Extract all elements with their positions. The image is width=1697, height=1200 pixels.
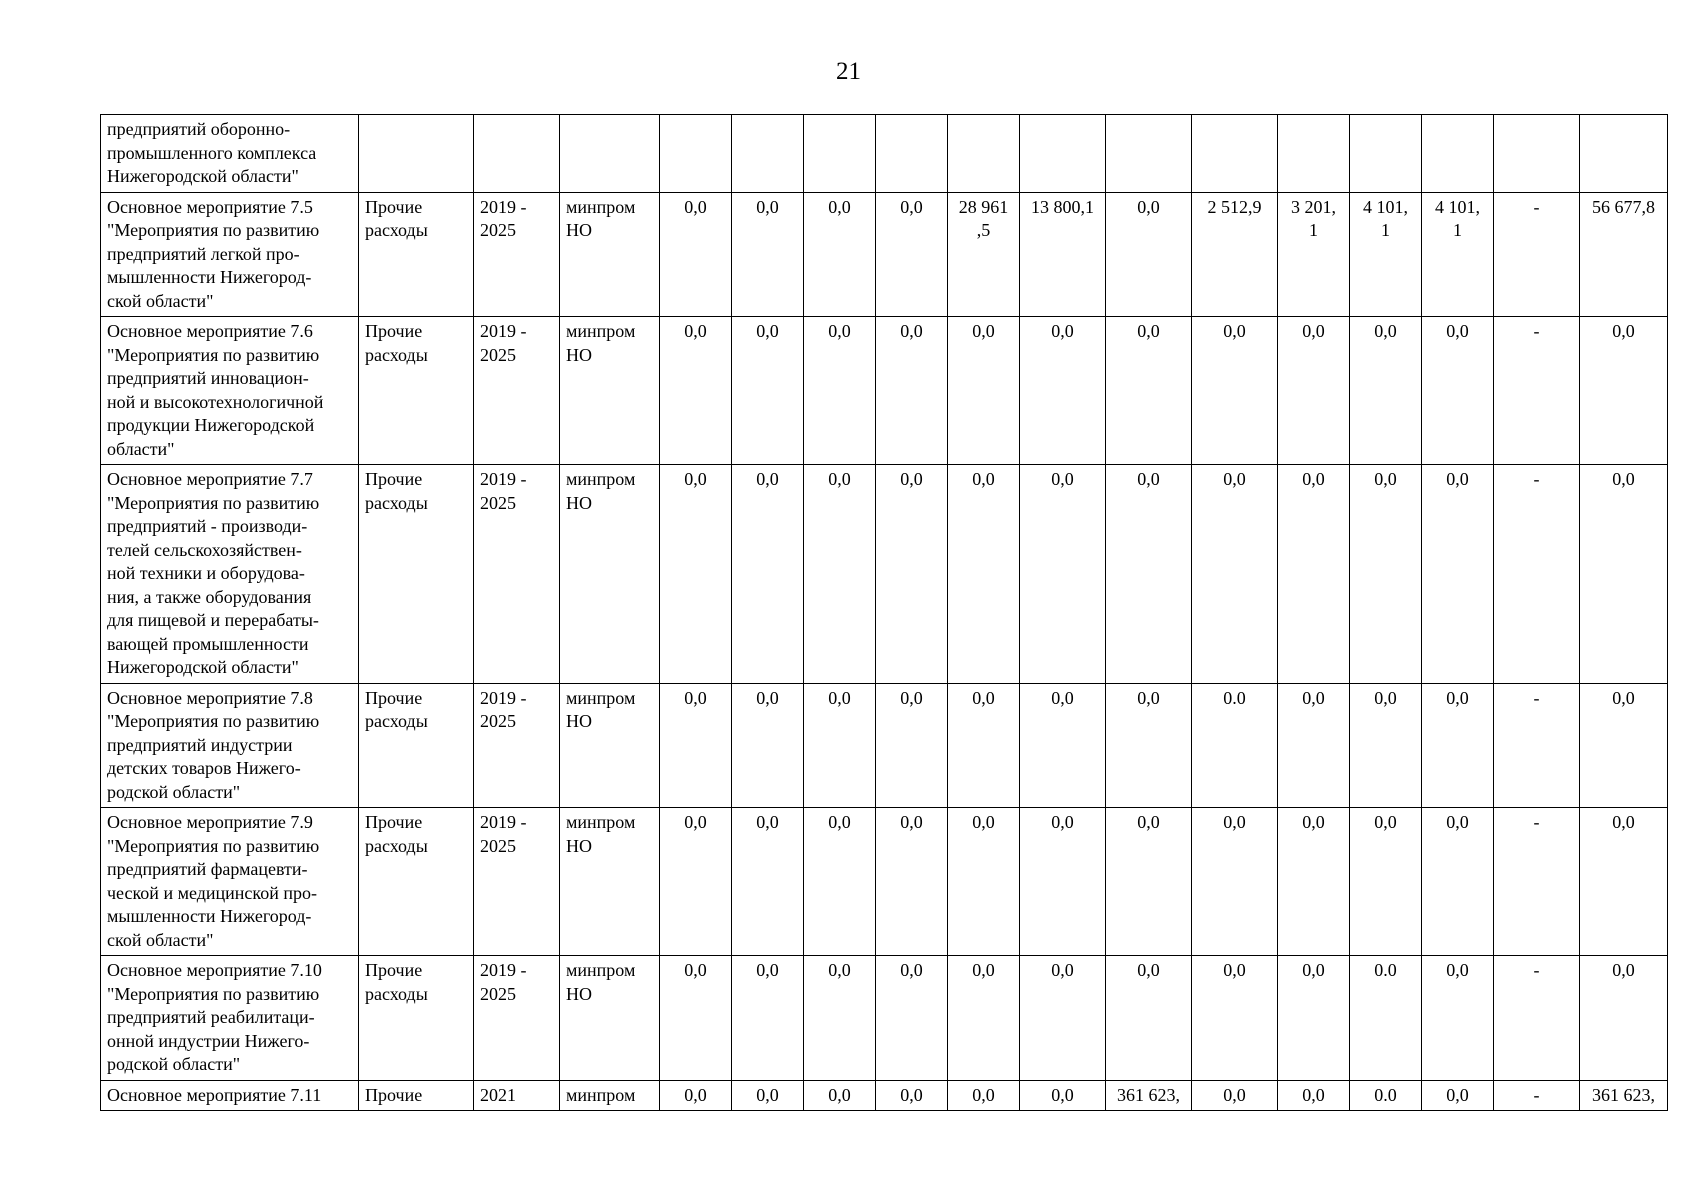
value-cell: 0,0: [1580, 317, 1668, 465]
value-cell: 0,0: [1192, 1080, 1278, 1111]
table-row: [101, 1080, 1668, 1111]
expense-type-cell: Прочие расходы: [359, 465, 474, 684]
value-cell: 0,0: [1580, 956, 1668, 1081]
value-cell: 0,0: [1278, 683, 1350, 808]
value-cell: 0,0: [732, 1080, 804, 1111]
executor-cell: минпром НО: [560, 192, 660, 317]
period-cell: [474, 115, 560, 193]
value-cell: 0,0: [804, 956, 876, 1081]
value-cell: 0,0: [1020, 683, 1106, 808]
value-cell: 361 623,: [1106, 1080, 1192, 1111]
value-cell: 0,0: [1192, 317, 1278, 465]
table-row: [101, 465, 1668, 684]
expense-type-cell: Прочие: [359, 1080, 474, 1111]
value-cell: 0,0: [732, 808, 804, 956]
value-cell: 0,0: [1278, 808, 1350, 956]
value-cell: 0,0: [1020, 1080, 1106, 1111]
value-cell: 0,0: [660, 1080, 732, 1111]
expense-type-cell: Прочие расходы: [359, 317, 474, 465]
value-cell: 0,0: [1422, 956, 1494, 1081]
value-cell: 0,0: [1106, 808, 1192, 956]
value-cell: 0,0: [876, 683, 948, 808]
value-cell: [804, 115, 876, 193]
value-cell: 0,0: [876, 1080, 948, 1111]
period-cell: 2019 - 2025: [474, 956, 560, 1081]
value-cell: -: [1494, 465, 1580, 684]
value-cell: 0,0: [876, 465, 948, 684]
value-cell: 0,0: [1422, 465, 1494, 684]
executor-cell: минпром НО: [560, 317, 660, 465]
value-cell: 0,0: [948, 465, 1020, 684]
value-cell: 0,0: [1020, 808, 1106, 956]
value-cell: [1020, 115, 1106, 193]
executor-cell: минпром НО: [560, 465, 660, 684]
activity-name-cell: Основное мероприятие 7.11: [101, 1080, 359, 1111]
value-cell: 0,0: [660, 956, 732, 1081]
value-cell: 361 623,: [1580, 1080, 1668, 1111]
value-cell: 0,0: [1278, 465, 1350, 684]
value-cell: -: [1494, 1080, 1580, 1111]
expense-type-cell: Прочие расходы: [359, 192, 474, 317]
value-cell: 0,0: [1580, 808, 1668, 956]
value-cell: 0,0: [948, 317, 1020, 465]
executor-cell: минпром НО: [560, 683, 660, 808]
value-cell: 0,0: [876, 808, 948, 956]
value-cell: 0,0: [948, 956, 1020, 1081]
value-cell: 0,0: [732, 683, 804, 808]
value-cell: 0,0: [1020, 465, 1106, 684]
value-cell: 0,0: [732, 465, 804, 684]
value-cell: 0,0: [1106, 192, 1192, 317]
table-row: [101, 808, 1668, 956]
value-cell: 0,0: [804, 192, 876, 317]
period-cell: 2019 - 2025: [474, 192, 560, 317]
table-row: [101, 317, 1668, 465]
value-cell: 0,0: [732, 956, 804, 1081]
table-body: [101, 115, 1668, 1111]
value-cell: 0,0: [804, 317, 876, 465]
expense-type-cell: [359, 115, 474, 193]
value-cell: 0,0: [1192, 808, 1278, 956]
value-cell: 0,0: [804, 465, 876, 684]
value-cell: 0,0: [1106, 317, 1192, 465]
period-cell: 2019 - 2025: [474, 317, 560, 465]
page-number: 21: [836, 58, 861, 85]
value-cell: 0,0: [660, 808, 732, 956]
table-row: [101, 956, 1668, 1081]
table-row: [101, 115, 1668, 193]
value-cell: 0,0: [1422, 808, 1494, 956]
value-cell: 0,0: [1580, 465, 1668, 684]
value-cell: 0,0: [1350, 317, 1422, 465]
value-cell: 0.0: [1350, 1080, 1422, 1111]
value-cell: 0,0: [1422, 1080, 1494, 1111]
expense-type-cell: Прочие расходы: [359, 683, 474, 808]
period-cell: 2021: [474, 1080, 560, 1111]
value-cell: 0,0: [1278, 956, 1350, 1081]
period-cell: 2019 - 2025: [474, 808, 560, 956]
table-row: [101, 683, 1668, 808]
value-cell: 0,0: [1350, 465, 1422, 684]
value-cell: 3 201, 1: [1278, 192, 1350, 317]
value-cell: 0,0: [1580, 683, 1668, 808]
period-cell: 2019 - 2025: [474, 683, 560, 808]
value-cell: 4 101, 1: [1422, 192, 1494, 317]
activity-name-cell: Основное мероприятие 7.9 "Мероприятия по развитию предприятий фармацевти- ческой и медицинской про- мышленности Нижегород- ской области": [101, 808, 359, 956]
value-cell: 0,0: [660, 683, 732, 808]
value-cell: 0,0: [1278, 1080, 1350, 1111]
value-cell: [1350, 115, 1422, 193]
value-cell: 0,0: [660, 192, 732, 317]
value-cell: 0,0: [1422, 317, 1494, 465]
value-cell: 0,0: [1192, 956, 1278, 1081]
value-cell: [1106, 115, 1192, 193]
value-cell: 0,0: [804, 808, 876, 956]
value-cell: [1580, 115, 1668, 193]
value-cell: 0.0: [1192, 683, 1278, 808]
value-cell: 13 800,1: [1020, 192, 1106, 317]
value-cell: [1422, 115, 1494, 193]
value-cell: 0,0: [876, 192, 948, 317]
budget-table: [100, 114, 1668, 1111]
value-cell: 0,0: [732, 192, 804, 317]
value-cell: 0,0: [1106, 465, 1192, 684]
activity-name-cell: Основное мероприятие 7.8 "Мероприятия по развитию предприятий индустрии детских товаров Нижего- родской области": [101, 683, 359, 808]
value-cell: -: [1494, 192, 1580, 317]
expense-type-cell: Прочие расходы: [359, 956, 474, 1081]
value-cell: 0,0: [948, 1080, 1020, 1111]
value-cell: 0.0: [1350, 956, 1422, 1081]
executor-cell: минпром НО: [560, 808, 660, 956]
value-cell: 0,0: [660, 465, 732, 684]
value-cell: 0,0: [1422, 683, 1494, 808]
expense-type-cell: Прочие расходы: [359, 808, 474, 956]
value-cell: 0,0: [732, 317, 804, 465]
period-cell: 2019 - 2025: [474, 465, 560, 684]
value-cell: 0,0: [948, 683, 1020, 808]
value-cell: 0,0: [1192, 465, 1278, 684]
activity-name-cell: Основное мероприятие 7.7 "Мероприятия по развитию предприятий - производи- телей сельскохозяйствен- ной техники и оборудова- ния, а также оборудования для пищевой и перерабаты- вающей промышленности Нижегородской области": [101, 465, 359, 684]
value-cell: [1494, 115, 1580, 193]
executor-cell: минпром: [560, 1080, 660, 1111]
value-cell: 0,0: [1350, 683, 1422, 808]
value-cell: -: [1494, 956, 1580, 1081]
value-cell: 0,0: [876, 317, 948, 465]
value-cell: [660, 115, 732, 193]
value-cell: [1192, 115, 1278, 193]
value-cell: -: [1494, 317, 1580, 465]
value-cell: [948, 115, 1020, 193]
value-cell: 0,0: [804, 683, 876, 808]
value-cell: -: [1494, 683, 1580, 808]
value-cell: 4 101, 1: [1350, 192, 1422, 317]
activity-name-cell: Основное мероприятие 7.6 "Мероприятия по развитию предприятий инновацион- ной и высокотехнологичной продукции Нижегородской области": [101, 317, 359, 465]
activity-name-cell: Основное мероприятие 7.5 "Мероприятия по развитию предприятий легкой про- мышленности Нижегород- ской области": [101, 192, 359, 317]
activity-name-cell: Основное мероприятие 7.10 "Мероприятия по развитию предприятий реабилитаци- онной индустрии Нижего- родской области": [101, 956, 359, 1081]
value-cell: 28 961 ,5: [948, 192, 1020, 317]
value-cell: 0,0: [1106, 683, 1192, 808]
value-cell: 0,0: [1278, 317, 1350, 465]
activity-name-cell: предприятий оборонно- промышленного комплекса Нижегородской области": [101, 115, 359, 193]
value-cell: 56 677,8: [1580, 192, 1668, 317]
value-cell: [1278, 115, 1350, 193]
executor-cell: минпром НО: [560, 956, 660, 1081]
value-cell: 0,0: [804, 1080, 876, 1111]
value-cell: 2 512,9: [1192, 192, 1278, 317]
value-cell: 0,0: [660, 317, 732, 465]
value-cell: -: [1494, 808, 1580, 956]
executor-cell: [560, 115, 660, 193]
value-cell: [876, 115, 948, 193]
value-cell: 0,0: [1106, 956, 1192, 1081]
value-cell: 0,0: [876, 956, 948, 1081]
value-cell: 0,0: [948, 808, 1020, 956]
value-cell: 0,0: [1020, 956, 1106, 1081]
value-cell: 0,0: [1020, 317, 1106, 465]
value-cell: [732, 115, 804, 193]
value-cell: 0,0: [1350, 808, 1422, 956]
table-row: [101, 192, 1668, 317]
